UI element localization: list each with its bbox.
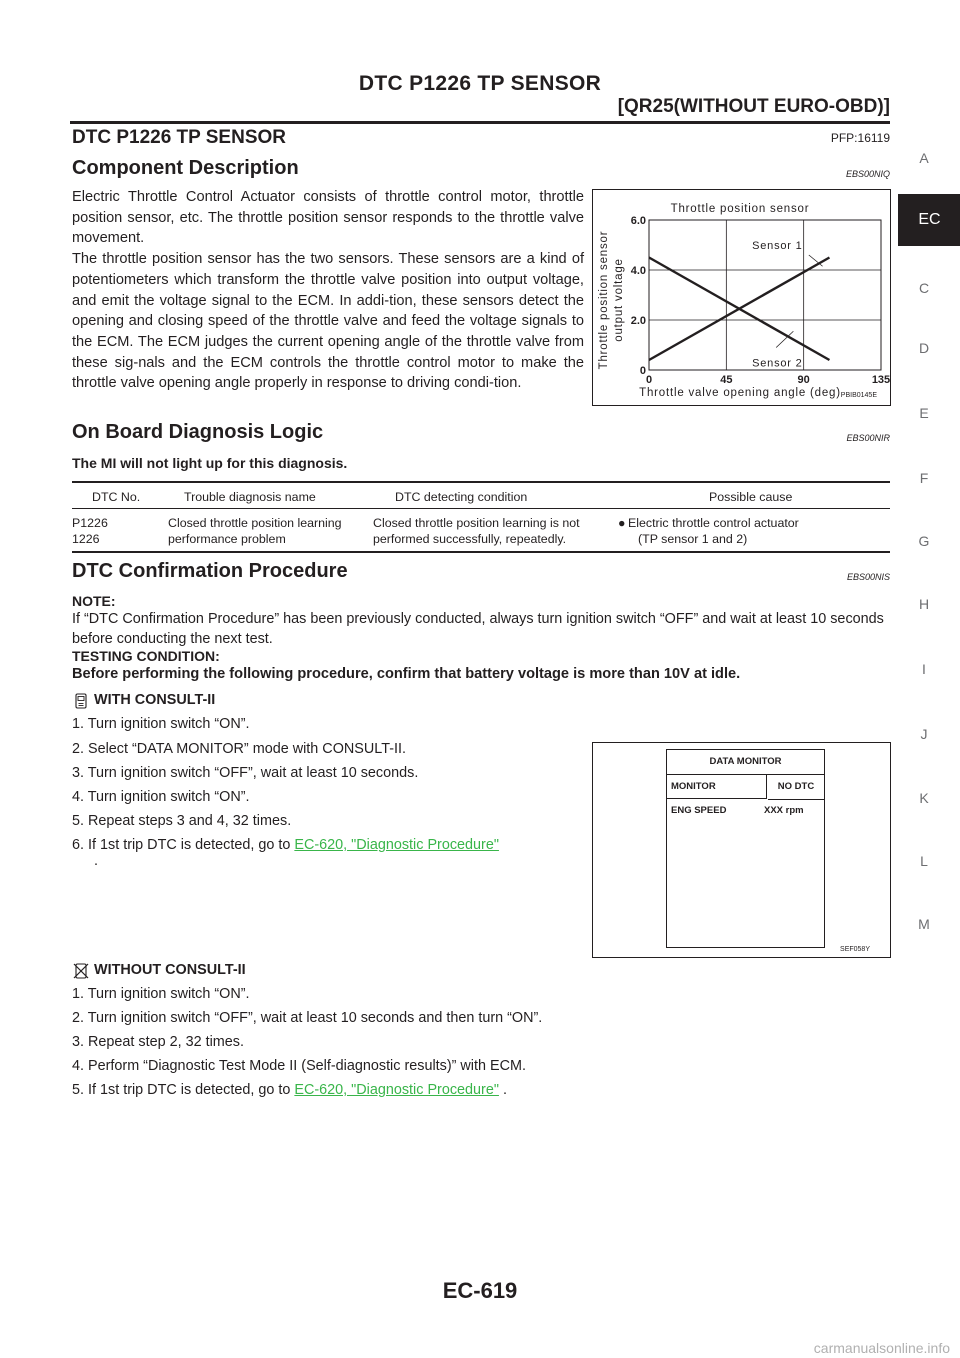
without-step-5-text: 5. If 1st trip DTC is detected, go to	[72, 1082, 295, 1098]
obd-table	[72, 481, 890, 553]
with-step-1: 1. Turn ignition switch “ON”.	[72, 716, 250, 732]
side-index	[898, 140, 950, 940]
pfp-code: PFP:16119	[830, 131, 890, 145]
without-step-1: 1. Turn ignition switch “ON”.	[72, 986, 250, 1002]
without-step-5-suffix: .	[498, 1082, 507, 1098]
side-index-m[interactable]: M	[918, 916, 930, 932]
with-consult-heading: WITH CONSULT-II	[94, 692, 216, 708]
chart-x-tick-label: 45	[720, 374, 733, 386]
table-header-trouble-name: Trouble diagnosis name	[184, 490, 316, 504]
table-header-possible-cause: Possible cause	[709, 490, 793, 504]
confirmation-heading: DTC Confirmation Procedure	[72, 560, 348, 582]
testing-condition-text: Before performing the following procedure, confirm that battery voltage is more than 10V at idle.	[72, 666, 741, 682]
table-cell-dtc	[72, 515, 157, 547]
chart-series-label-2: Sensor 2	[752, 357, 803, 370]
page-header-subtitle: [QR25(WITHOUT EURO-OBD)]	[617, 96, 890, 117]
without-step-3: 3. Repeat step 2, 32 times.	[72, 1034, 244, 1050]
chart-x-tick-label: 135	[871, 374, 890, 386]
watermark: carmanualsonline.info	[813, 1340, 950, 1356]
with-step-5: 5. Repeat steps 3 and 4, 32 times.	[72, 813, 292, 829]
side-index-f[interactable]: F	[919, 470, 929, 486]
with-step-2: 2. Select “DATA MONITOR” mode with CONSULT-II.	[72, 741, 406, 757]
chart-y-tick-label: 0	[639, 365, 646, 377]
diagnostic-procedure-link[interactable]: EC-620, "Diagnostic Procedure"	[294, 837, 499, 853]
without-step-4: 4. Perform “Diagnostic Test Mode II (Self-diagnostic results)” with ECM.	[72, 1058, 526, 1074]
component-description-code: EBS00NIQ	[845, 169, 890, 179]
dtc-code-1: P1226	[72, 516, 108, 530]
throttle-position-chart	[593, 190, 890, 405]
component-description-heading: Component Description	[72, 157, 299, 179]
chart-y-tick-label: 2.0	[630, 315, 646, 327]
with-step-4: 4. Turn ignition switch “ON”.	[72, 789, 250, 805]
condition-line-2: performed successfully, repeatedly.	[373, 532, 567, 546]
with-step-6-suffix: .	[94, 853, 98, 869]
dtc-code-2: 1226	[72, 532, 100, 546]
table-bottom-rule	[72, 551, 890, 553]
data-monitor-figure-code: SEF058Y	[840, 946, 870, 953]
chart-ylabel-line1: Throttle position sensor	[598, 230, 610, 370]
chart-x-tick-label: 90	[797, 374, 810, 386]
consult-tool-icon	[72, 692, 90, 710]
side-index-h[interactable]: H	[918, 596, 930, 612]
component-paragraph-1: Electric Throttle Control Actuator consists of throttle control motor, throttle position sensor, etc. The throttle position sensor responds to the throttle valve movement.	[72, 189, 584, 247]
bullet-icon: ●	[618, 516, 626, 530]
section-title: DTC P1226 TP SENSOR	[72, 127, 287, 148]
condition-line-1: Closed throttle position learning is not	[373, 516, 580, 530]
obd-heading: On Board Diagnosis Logic	[72, 421, 324, 443]
chart-title: Throttle position sensor	[670, 203, 810, 215]
data-monitor-monitor-label: MONITOR	[667, 775, 767, 799]
side-index-j[interactable]: J	[920, 726, 928, 742]
without-consult-heading: WITHOUT CONSULT-II	[94, 962, 246, 978]
obd-note: The MI will not light up for this diagnosis.	[72, 455, 348, 471]
table-header-dtc-no: DTC No.	[92, 490, 141, 504]
data-monitor-screen	[666, 749, 825, 948]
obd-code: EBS00NIR	[846, 433, 890, 443]
without-step-5	[72, 1082, 507, 1098]
table-header-rule	[72, 508, 890, 509]
chart-figure-code: PBIB0145E	[840, 392, 877, 399]
cause-line-2: (TP sensor 1 and 2)	[638, 532, 748, 546]
without-step-2: 2. Turn ignition switch “OFF”, wait at least 10 seconds and then turn “ON”.	[72, 1010, 543, 1026]
note-text: If “DTC Confirmation Procedure” has been previously conducted, always turn ignition switch “OFF” and wait at least 10 seconds before conducting the next test.	[72, 611, 884, 647]
chart-y-tick-label: 6.0	[630, 215, 646, 227]
data-monitor-figure	[592, 742, 891, 958]
data-monitor-title: DATA MONITOR	[667, 750, 824, 775]
header-rule	[70, 121, 890, 124]
side-index-ec-active[interactable]: EC	[898, 194, 960, 246]
data-monitor-value: XXX rpm	[764, 805, 804, 816]
component-paragraph-2: The throttle position sensor has the two sensors. These sensors are a kind of potentiometers which transform the throttle valve position into output voltage, and emit the voltage signal to the ECM. In addi-tion, these sensors detect the opening and closing speed of the throttle valve and feed the voltage signals to the ECM. The ECM judges the current opening angle of the throttle valve from these sig-nals and the ECM controls the throttle control motor to make the throttle valve opening angle properly in response to driving condi-tion.	[72, 251, 584, 392]
page-number: EC-619	[442, 1278, 518, 1303]
confirmation-code: EBS00NIS	[846, 572, 890, 582]
note-label: NOTE:	[72, 593, 116, 609]
chart-xlabel: Throttle valve opening angle (deg)	[639, 387, 841, 399]
table-header-detecting-condition: DTC detecting condition	[395, 490, 528, 504]
side-index-l[interactable]: L	[920, 853, 928, 869]
with-step-6-text: 6. If 1st trip DTC is detected, go to	[72, 837, 295, 853]
table-cell-trouble-name	[168, 515, 368, 547]
table-cell-detecting-condition	[373, 515, 613, 547]
chart-x-tick-label: 0	[645, 374, 653, 386]
testing-condition-label: TESTING CONDITION:	[72, 648, 220, 664]
side-index-i[interactable]: I	[922, 661, 926, 677]
chart-y-tick-label: 4.0	[630, 265, 646, 277]
trouble-name-line-1: Closed throttle position learning	[168, 516, 342, 530]
side-index-c[interactable]: C	[918, 280, 930, 296]
side-index-g[interactable]: G	[918, 533, 930, 549]
page-header-title: DTC P1226 TP SENSOR	[358, 72, 602, 95]
trouble-name-line-2: performance problem	[168, 532, 286, 546]
throttle-position-chart-figure	[592, 189, 891, 406]
side-index-d[interactable]: D	[918, 340, 930, 356]
with-step-3: 3. Turn ignition switch “OFF”, wait at least 10 seconds.	[72, 765, 419, 781]
data-monitor-item: ENG SPEED	[671, 805, 727, 816]
chart-series-label-1: Sensor 1	[752, 240, 803, 252]
table-cell-possible-cause	[618, 515, 888, 547]
side-index-k[interactable]: K	[919, 790, 929, 806]
chart-plot-area	[631, 215, 890, 386]
no-consult-tool-icon	[72, 962, 90, 980]
table-top-rule	[72, 481, 890, 483]
chart-ylabel-line2: output voltage	[613, 258, 625, 342]
component-description-text	[72, 187, 584, 394]
with-step-6	[72, 837, 587, 869]
data-monitor-status: NO DTC	[768, 775, 824, 800]
side-index-e[interactable]: E	[919, 405, 929, 421]
side-index-a[interactable]: A	[919, 150, 929, 166]
cause-line-1: Electric throttle control actuator	[628, 516, 799, 530]
diagnostic-procedure-link-2[interactable]: EC-620, "Diagnostic Procedure"	[294, 1082, 499, 1098]
